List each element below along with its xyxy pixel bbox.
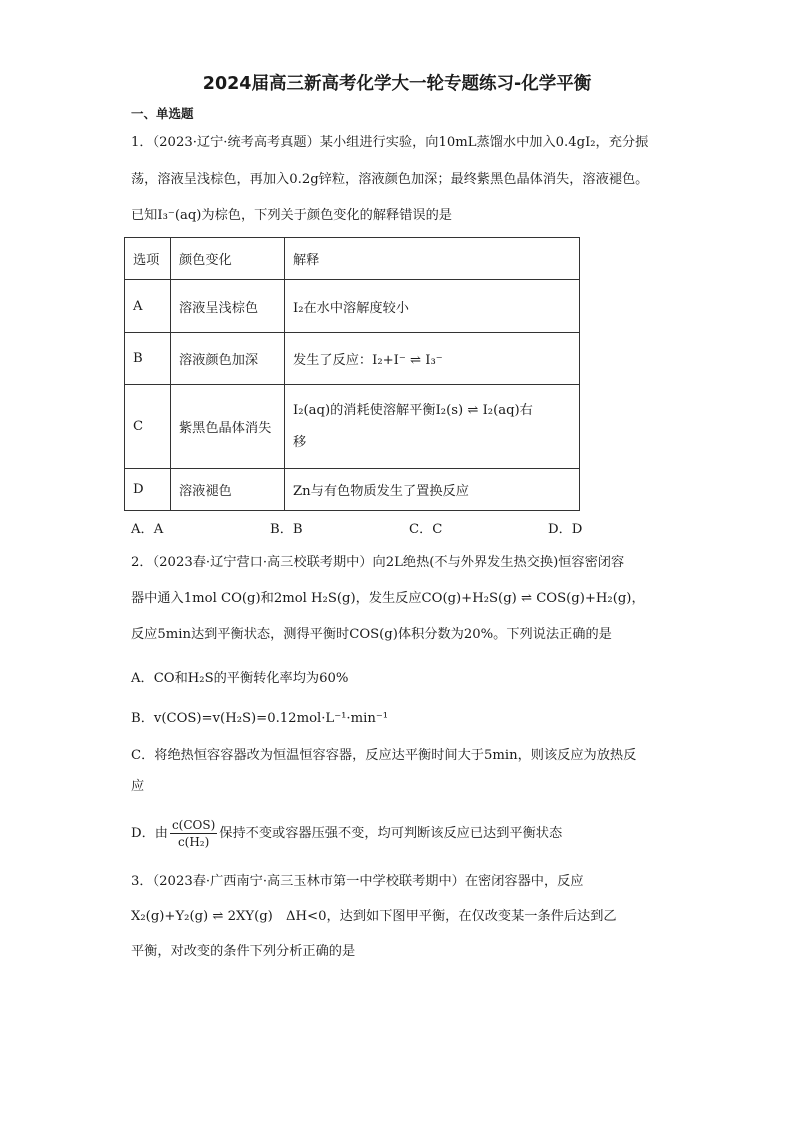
table-cell: 溶液颜色加深 <box>171 333 285 385</box>
table-cell: 溶液褪色 <box>171 469 285 511</box>
table-row <box>125 385 580 469</box>
table-header-cell: 选项 <box>125 238 171 280</box>
q1-line-3: 已知I₃⁻(aq)为棕色，下列关于颜色变化的解释错误的是 <box>131 208 452 223</box>
q2-option-b: B．v(COS)=v(H₂S)=0.12mol·L⁻¹·min⁻¹ <box>131 711 389 726</box>
section-heading: 一、单选题 <box>131 106 194 121</box>
table-cell <box>285 385 580 469</box>
table-cell: 紫黑色晶体消失 <box>171 385 285 469</box>
fraction-numerator: c(COS) <box>171 818 216 832</box>
table-cell: I₂在水中溶解度较小 <box>285 280 580 333</box>
table-cell: Zn与有色物质发生了置换反应 <box>285 469 580 511</box>
choice-c: C．C <box>409 522 443 537</box>
q3-line-2: X₂(g)+Y₂(g) ⇌ 2XY(g) ΔH<0，达到如下图甲平衡，在仅改变某一条件后达到乙 <box>131 909 617 924</box>
table-cell-line: I₂(aq)的消耗使溶解平衡I₂(s) ⇌ I₂(aq)右 <box>293 402 533 418</box>
q1-choices <box>131 518 591 537</box>
table-row <box>125 333 580 385</box>
q2-option-d <box>131 815 562 853</box>
table-cell-line: 移 <box>293 434 307 450</box>
table-cell: A <box>125 280 171 333</box>
q2-option-d-suffix: 保持不变或容器压强不变，均可判断该反应已达到平衡状态 <box>219 826 563 841</box>
page-title: 2024届高三新高考化学大一轮专题练习-化学平衡 <box>202 74 592 94</box>
q2-line-1: 2．（2023春·辽宁营口·高三校联考期中）向2L绝热(不与外界发生热交换)恒容密闭容 <box>131 555 625 570</box>
q2-option-c-line-2: 应 <box>131 779 145 794</box>
table-cell: 溶液呈浅棕色 <box>171 280 285 333</box>
table-row <box>125 469 580 511</box>
q2-option-a: A．CO和H₂S的平衡转化率均为60% <box>131 671 349 686</box>
q3-line-3: 平衡，对改变的条件下列分析正确的是 <box>131 944 356 959</box>
table-header-cell: 颜色变化 <box>171 238 285 280</box>
choice-b: B．B <box>270 522 303 537</box>
q3-line-1: 3．（2023春·广西南宁·高三玉林市第一中学校联考期中）在密闭容器中，反应 <box>131 874 584 889</box>
fraction-denominator: c(H₂) <box>177 835 210 849</box>
q1-options-table <box>124 237 580 511</box>
q2-option-d-prefix: D．由 <box>131 826 168 841</box>
choice-a: A．A <box>131 522 164 537</box>
concentration-fraction <box>170 817 217 850</box>
table-cell: C <box>125 385 171 469</box>
table-header-cell: 解释 <box>285 238 580 280</box>
q1-line-1: 1．（2023·辽宁·统考高考真题）某小组进行实验，向10mL蒸馏水中加入0.4gI₂，充分振 <box>131 135 649 150</box>
table-cell: D <box>125 469 171 511</box>
table-cell: 发生了反应：I₂+I⁻ ⇌ I₃⁻ <box>285 333 580 385</box>
q2-line-3: 反应5min达到平衡状态，测得平衡时COS(g)体积分数为20%。下列说法正确的是 <box>131 627 612 642</box>
choice-d: D．D <box>548 522 583 537</box>
table-row <box>125 280 580 333</box>
table-cell: B <box>125 333 171 385</box>
table-header-row <box>125 238 580 280</box>
q2-option-c-line-1: C．将绝热恒容容器改为恒温恒容容器，反应达平衡时间大于5min，则该反应为放热反 <box>131 748 637 763</box>
q1-line-2: 荡，溶液呈浅棕色，再加入0.2g锌粒，溶液颜色加深；最终紫黑色晶体消失，溶液褪色。 <box>131 172 649 187</box>
q2-line-2: 器中通入1mol CO(g)和2mol H₂S(g)，发生反应CO(g)+H₂S(g) ⇌ COS(g)+H₂(g)， <box>131 591 645 606</box>
